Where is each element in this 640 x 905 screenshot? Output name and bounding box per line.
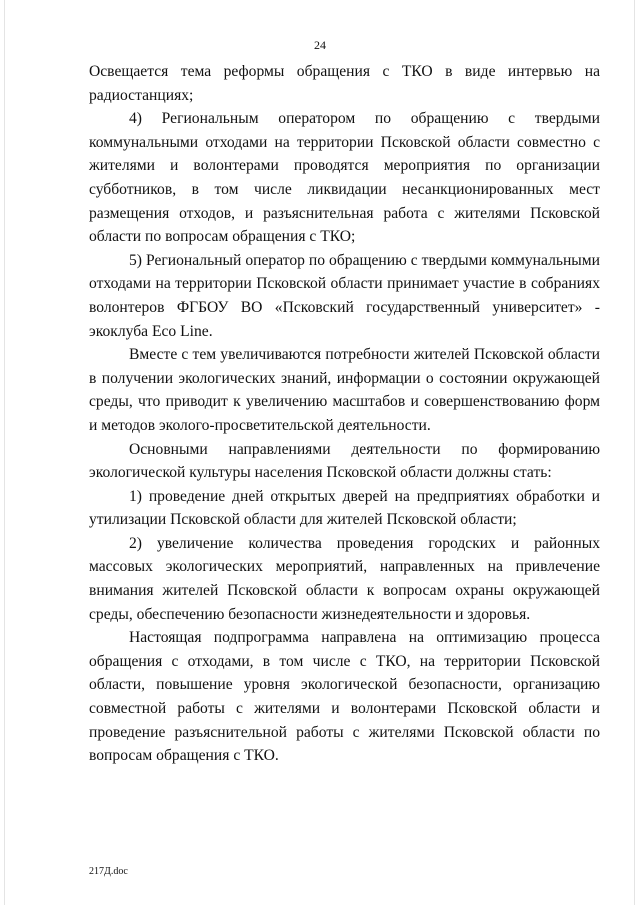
paragraph-direction-1: 1) проведение дней открытых дверей на предприятиях обработки и утилизации Псковской области для жителей Псковской области; [89, 487, 600, 529]
paragraph-intro: Освещается тема реформы обращения с ТКО в виде интервью на радиостанциях; [89, 63, 600, 104]
file-name-footer: 217Д.doc [89, 866, 128, 877]
scan-edge-right [634, 0, 635, 905]
page-number: 24 [314, 38, 326, 52]
document-body [89, 60, 600, 768]
paragraph-item-5: 5) Региональный оператор по обращению с твердыми коммунальными отходами на территории Псковской области принимает участие в собраниях волонтеров ФГБОУ ВО «Псковский государственный университет» - экоклуба Eco Line. [89, 251, 600, 340]
scan-edge-left [4, 0, 5, 905]
paragraph-subprogram: Настоящая подпрограмма направлена на оптимизацию процесса обращения с отходами, в том числе с ТКО, на территории Псковской области, повышение уровня экологической безопасности, организацию совместной работы с жителями и волонтерами Псковской области и проведение разъяснительной работы с жителями Псковской области по вопросам обращения с ТКО. [89, 629, 600, 765]
paragraph-needs: Вместе с тем увеличиваются потребности жителей Псковской области в получении экологических знаний, информации о состоянии окружающей среды, что приводит к увеличению масштабов и совершенствованию форм и методов эколого-просветительской деятельности. [89, 346, 600, 434]
paragraph-directions: Основными направлениями деятельности по формированию экологической культуры населения Псковской области должны стать: [89, 440, 600, 482]
paragraph-item-4: 4) Региональным оператором по обращению с твердыми коммунальными отходами на территории Псковской области совместно с жителями и волонтерами проводятся мероприятия по организации субботников, в том числе ликвидации несанкционированных мест размещения отходов, и разъяснительная работа с жителями Псковской области по вопросам обращения с ТКО; [89, 110, 600, 246]
paragraph-direction-2: 2) увеличение количества проведения городских и районных массовых экологических мероприятий, направленных на привлечение внимания жителей Псковской области к вопросам охраны окружающей среды, обеспечению безопасности жизнедеятельности и здоровья. [89, 534, 600, 623]
